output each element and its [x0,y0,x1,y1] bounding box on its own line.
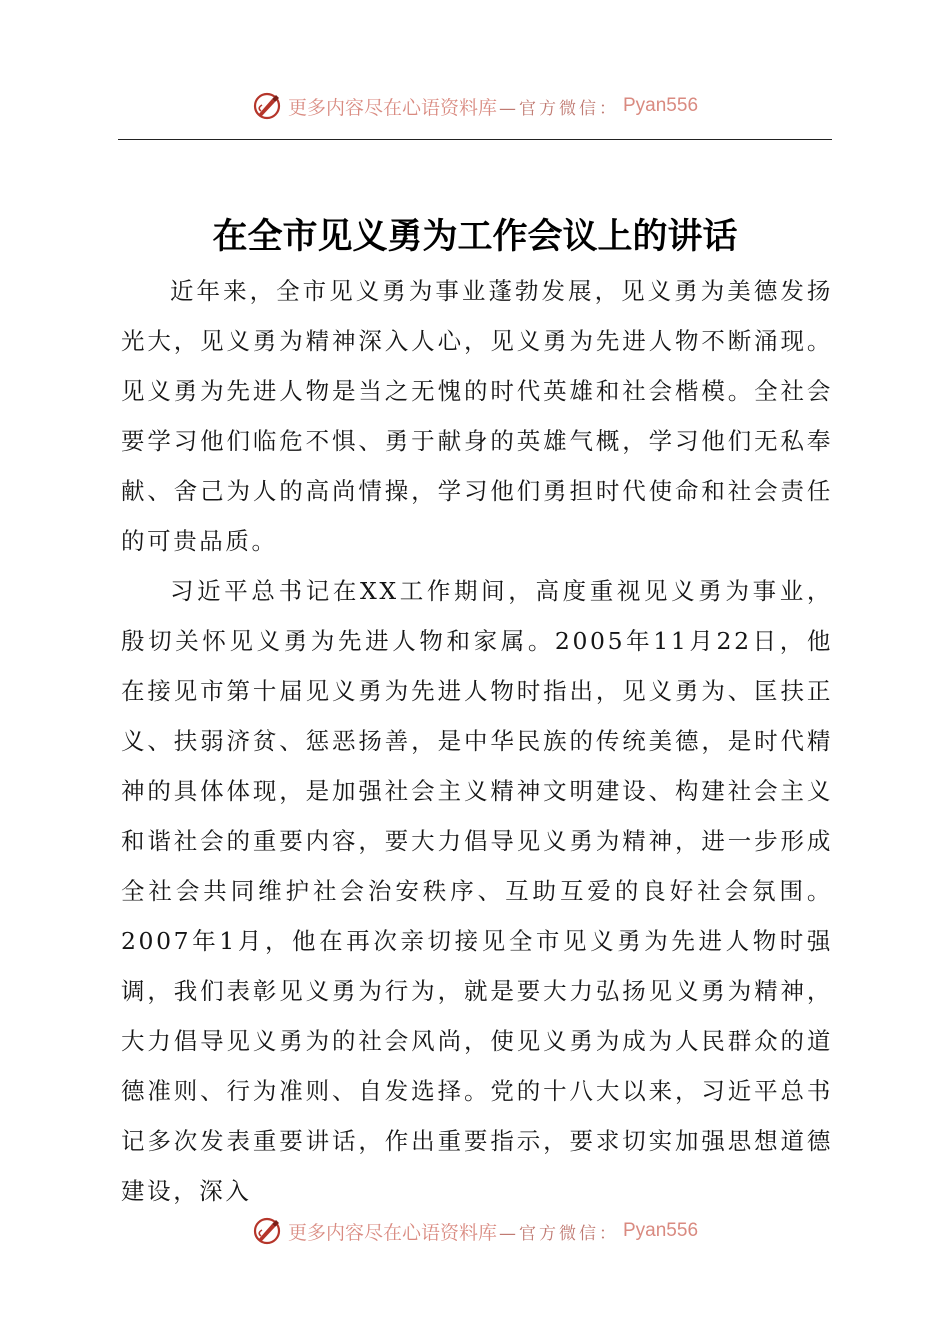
banner-wechat-label: —官方微信： [499,1223,619,1244]
document-title: 在全市见义勇为工作会议上的讲话 [212,216,738,258]
footer-watermark [0,1211,950,1251]
header-watermark [0,86,950,126]
pen-logo-icon [252,91,282,121]
paragraph-1: 近年来，全市见义勇为事业蓬勃发展，见义勇为美德发扬光大，见义勇为精神深入人心，见义勇为先进人物不断涌现。见义勇为先进人物是当之无愧的时代英雄和社会楷模。全社会要学习他们临危不惧、勇于献身的英雄气概，学习他们无私奉献、舍己为人的高尚情操，学习他们勇担时代使命和社会责任的可贵品质。 [121,277,833,555]
banner-wechat-id: Pyan556 [623,95,699,116]
banner-wechat-label: —官方微信： [499,98,619,119]
banner-site-text: 更多内容尽在心语资料库 [287,96,497,119]
banner-wechat-id: Pyan556 [623,1220,699,1241]
document-body [121,266,833,1216]
header-divider [118,139,832,140]
banner-site-text: 更多内容尽在心语资料库 [287,1221,497,1244]
pen-logo-icon [252,1216,282,1246]
paragraph-2: 习近平总书记在XX工作期间，高度重视见义勇为事业，殷切关怀见义勇为先进人物和家属。2005年11月22日，他在接见市第十届见义勇为先进人物时指出，见义勇为、匡扶正义、扶弱济贫、惩恶扬善，是中华民族的传统美德，是时代精神的具体体现，是加强社会主义精神文明建设、构建社会主义和谐社会的重要内容，要大力倡导见义勇为精神，进一步形成全社会共同维护社会治安秩序、互助互爱的良好社会氛围。2007年1月，他在再次亲切接见全市见义勇为先进人物时强调，我们表彰见义勇为行为，就是要大力弘扬见义勇为精神，大力倡导见义勇为的社会风尚，使见义勇为成为人民群众的道德准则、行为准则、自发选择。党的十八大以来，习近平总书记多次发表重要讲话，作出重要指示，要求切实加强思想道德建设，深入 [121,577,833,1205]
